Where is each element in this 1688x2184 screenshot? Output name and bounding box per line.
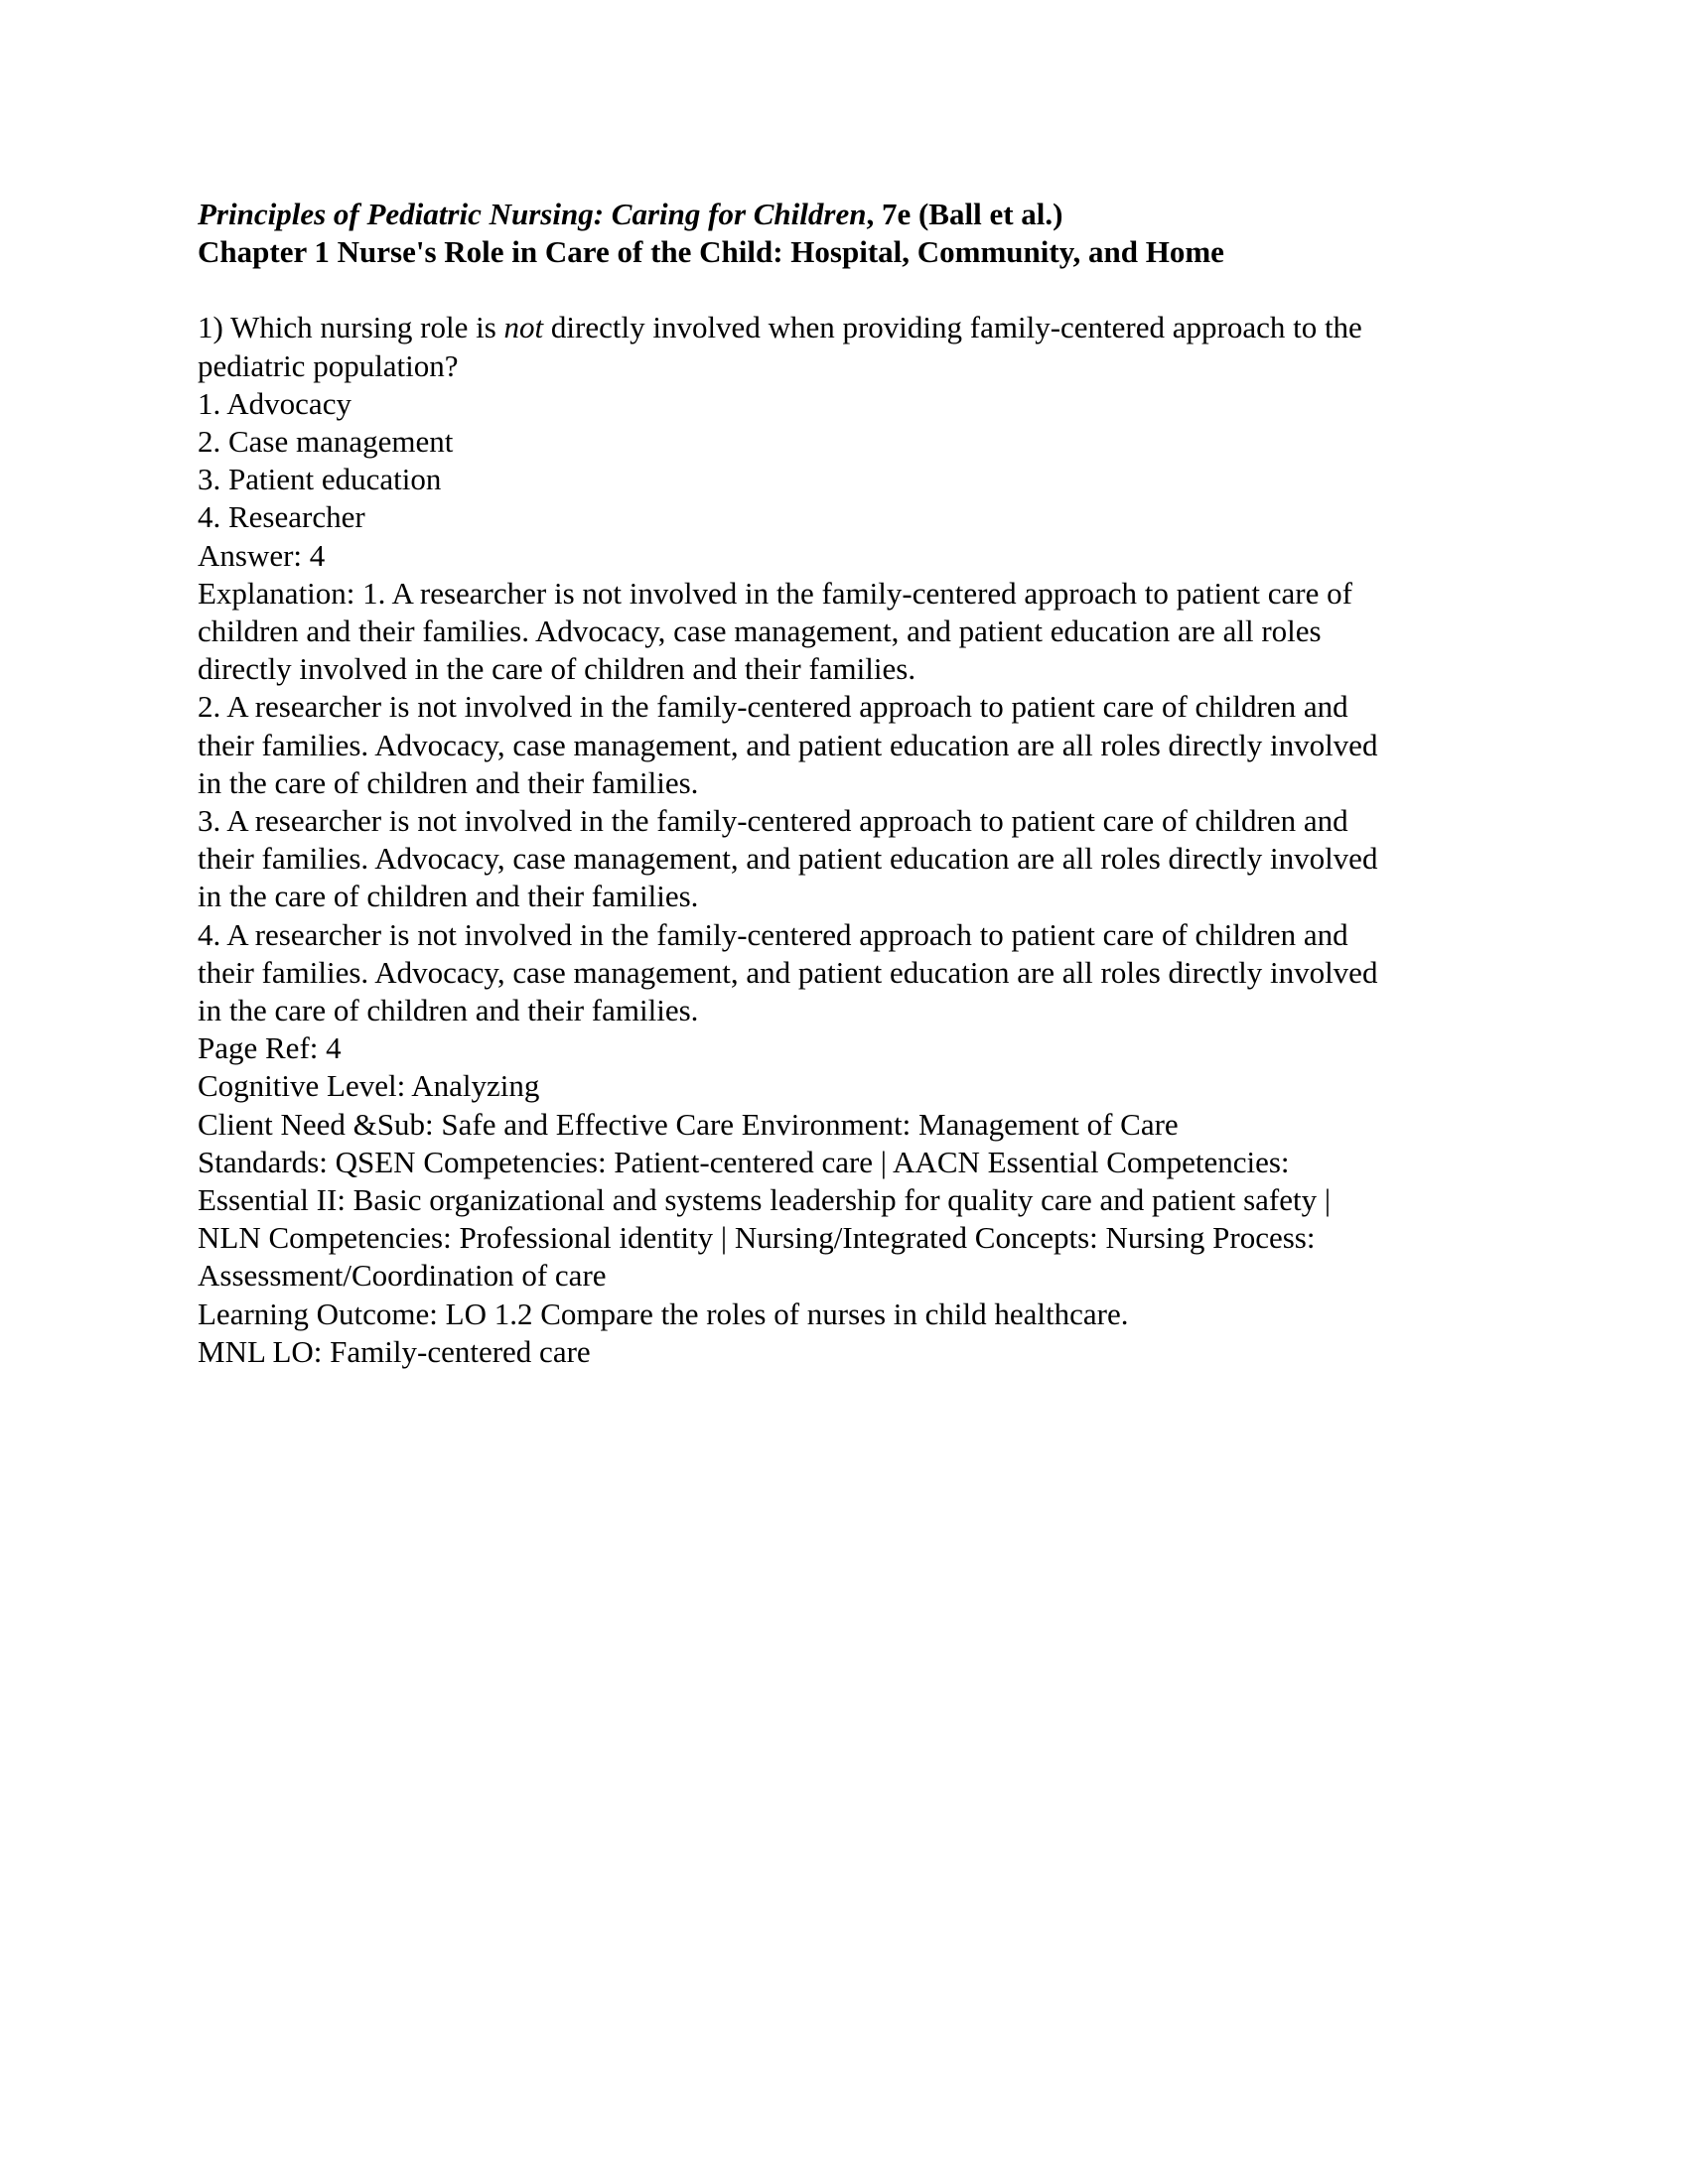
option-1: 1. Advocacy	[198, 385, 352, 421]
book-title: Principles of Pediatric Nursing: Caring for Children	[198, 197, 867, 231]
question-stem-emphasis: not	[503, 310, 544, 345]
explanation-line: in the care of children and their families.	[198, 764, 699, 800]
explanation-line: 2. A researcher is not involved in the family-centered approach to patient care of children and	[198, 689, 1348, 725]
standards-line: Essential II: Basic organizational and systems leadership for quality care and patient safety |	[198, 1182, 1332, 1218]
explanation-line: 3. A researcher is not involved in the family-centered approach to patient care of children and	[198, 803, 1348, 839]
explanation-line: children and their families. Advocacy, case management, and patient education are all roles	[198, 614, 1322, 649]
cognitive-level: Cognitive Level: Analyzing	[198, 1068, 540, 1104]
mnl-lo: MNL LO: Family-centered care	[198, 1333, 591, 1369]
explanation-line: in the care of children and their families.	[198, 993, 699, 1028]
spacer	[198, 271, 1488, 309]
explanation-line: their families. Advocacy, case management, and patient education are all roles directly involved	[198, 954, 1378, 990]
document-page	[198, 196, 1488, 1371]
explanation-line: 4. A researcher is not involved in the family-centered approach to patient care of children and	[198, 916, 1348, 952]
option-3: 3. Patient education	[198, 462, 442, 497]
chapter-title: Chapter 1 Nurse's Role in Care of the Child: Hospital, Community, and Home	[198, 234, 1224, 270]
learning-outcome: Learning Outcome: LO 1.2 Compare the roles of nurses in child healthcare.	[198, 1296, 1129, 1331]
standards-line: Assessment/Coordination of care	[198, 1258, 607, 1294]
book-edition: , 7e (Ball et al.)	[866, 197, 1063, 231]
standards-line: NLN Competencies: Professional identity | Nursing/Integrated Concepts: Nursing Process:	[198, 1220, 1316, 1256]
client-need: Client Need &Sub: Safe and Effective Care Environment: Management of Care	[198, 1106, 1179, 1142]
option-4: 4. Researcher	[198, 499, 365, 535]
explanation-line: their families. Advocacy, case management, and patient education are all roles directly involved	[198, 841, 1378, 877]
book-title-line	[198, 196, 1488, 233]
answer: Answer: 4	[198, 537, 326, 573]
explanation-line: their families. Advocacy, case management, and patient education are all roles directly involved	[198, 727, 1378, 762]
question-stem-suffix: directly involved when providing family-centered approach to the	[543, 310, 1362, 345]
explanation-line: directly involved in the care of children and their families.	[198, 651, 916, 687]
question-stem-line2: pediatric population?	[198, 347, 459, 383]
page-ref: Page Ref: 4	[198, 1030, 342, 1066]
question-stem	[198, 309, 1488, 346]
option-2: 2. Case management	[198, 424, 454, 460]
explanation-line: in the care of children and their families.	[198, 879, 699, 914]
explanation-line: Explanation: 1. A researcher is not involved in the family-centered approach to patient care of	[198, 575, 1352, 611]
standards-line: Standards: QSEN Competencies: Patient-centered care | AACN Essential Competencies:	[198, 1144, 1290, 1179]
question-stem-prefix: 1) Which nursing role is	[198, 310, 504, 345]
